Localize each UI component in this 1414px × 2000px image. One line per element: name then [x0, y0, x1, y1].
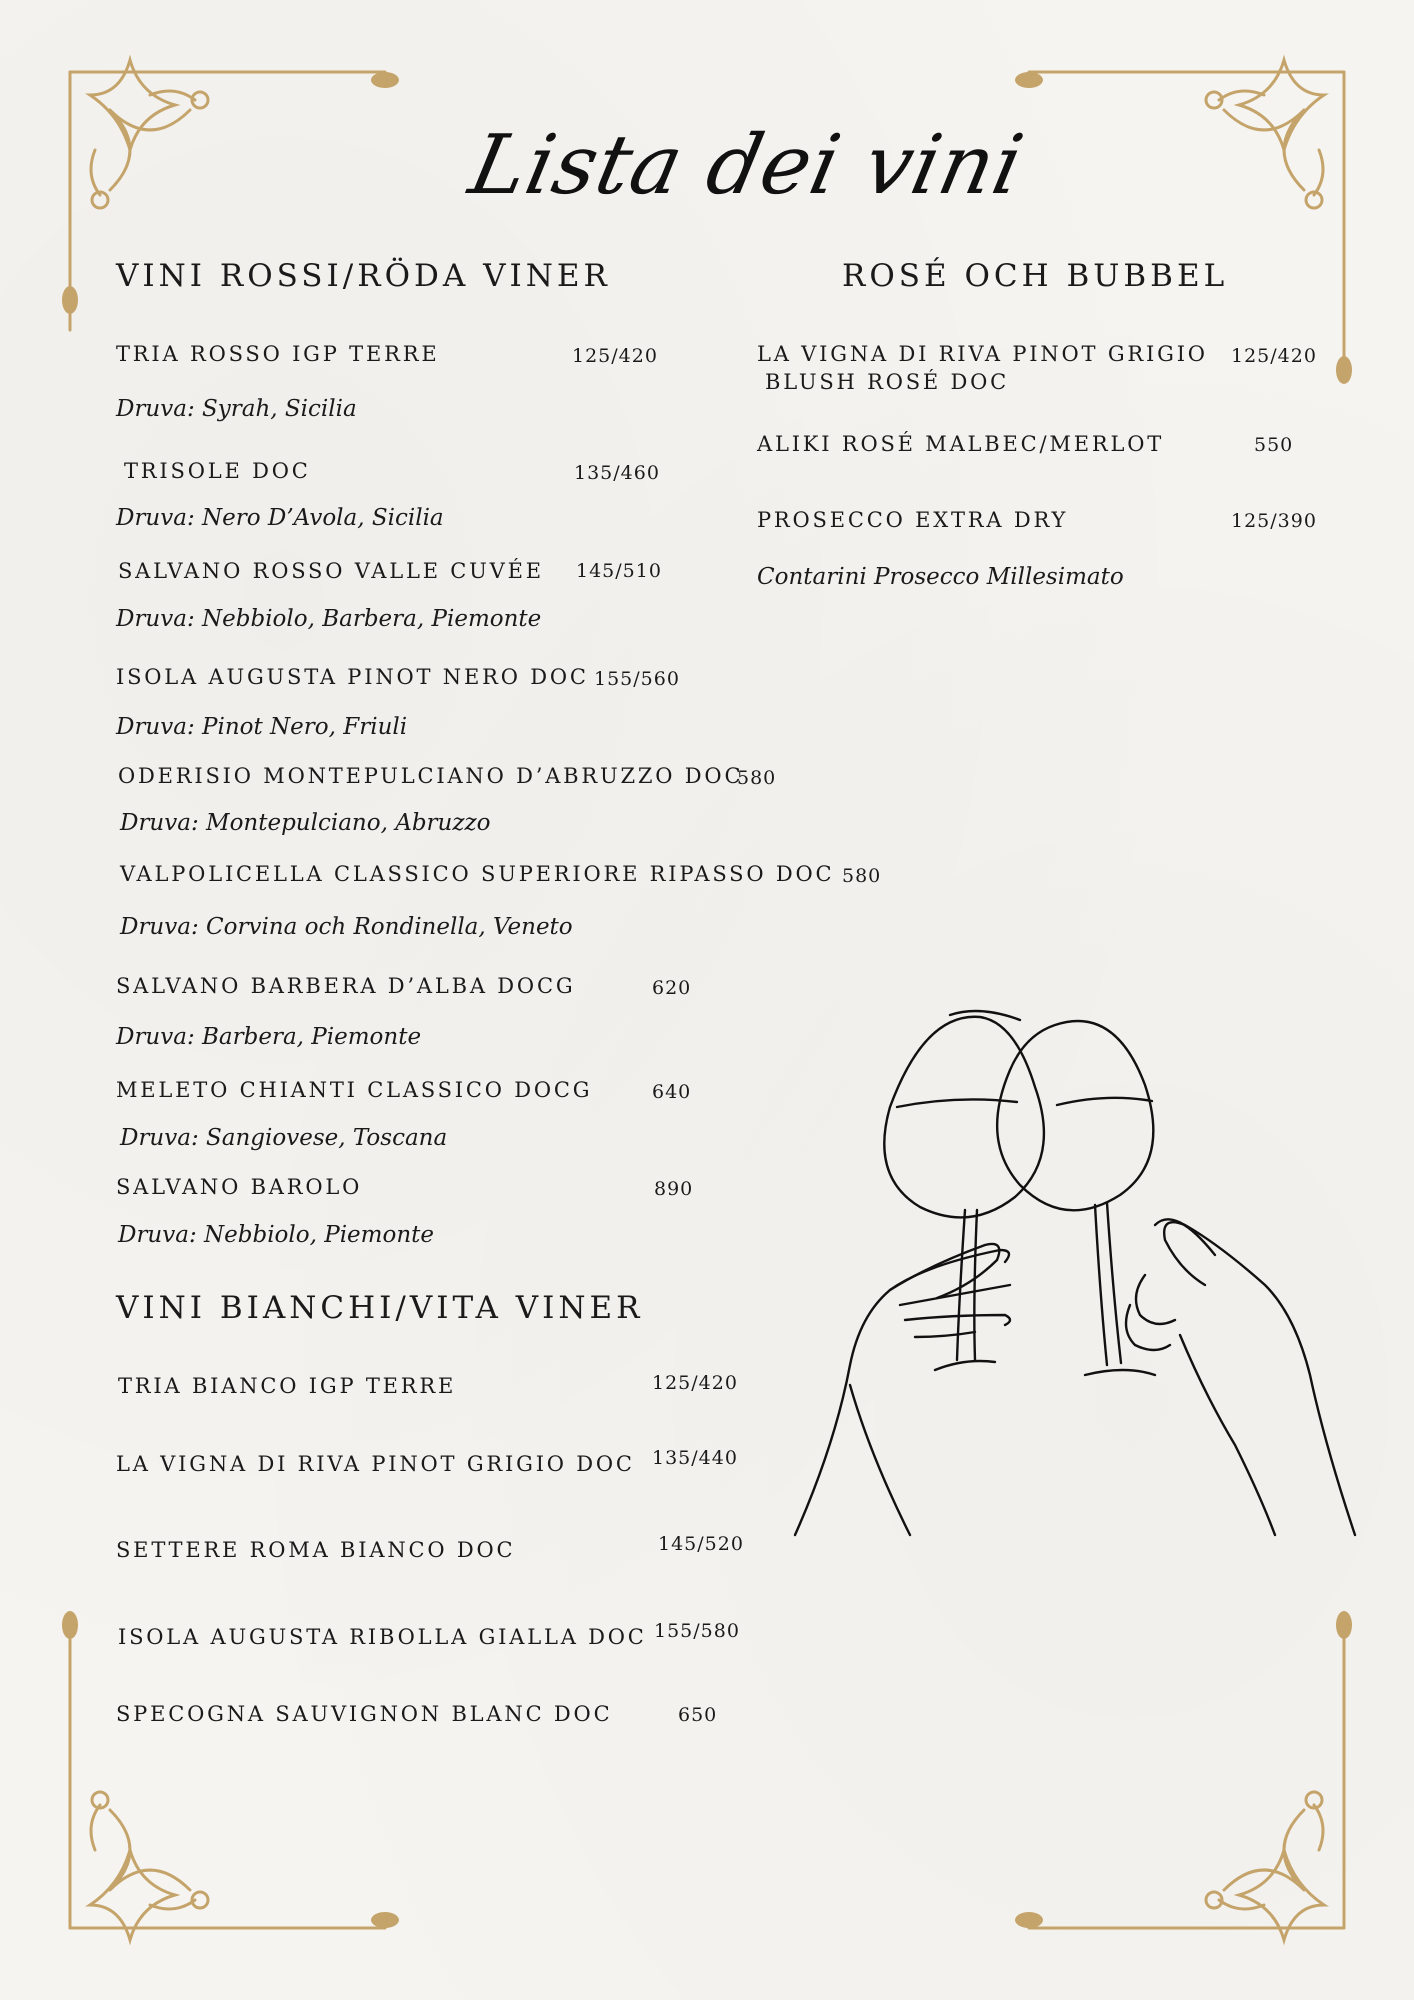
wine-name: MELETO CHIANTI CLASSICO DOCG	[116, 1078, 593, 1102]
white-wines-heading: VINI BIANCHI/VITA VINER	[116, 1290, 644, 1326]
wine-price: 620	[652, 977, 692, 999]
wine-name: TRISOLE DOC	[124, 459, 311, 483]
grape-info: Druva: Sangiovese, Toscana	[120, 1125, 448, 1151]
wine-price: 125/420	[652, 1372, 738, 1394]
grape-info: Druva: Nebbiolo, Barbera, Piemonte	[116, 606, 542, 632]
wine-price: 890	[654, 1178, 694, 1200]
grape-info: Druva: Nebbiolo, Piemonte	[118, 1222, 434, 1248]
wine-price: 125/420	[1231, 345, 1317, 367]
wine-price: 650	[678, 1704, 718, 1726]
wine-name: ALIKI ROSÉ MALBEC/MERLOT	[757, 432, 1165, 456]
rose-bubbel-heading: ROSÉ OCH BUBBEL	[842, 258, 1229, 294]
wine-name: SALVANO BAROLO	[116, 1175, 363, 1199]
grape-info: Druva: Syrah, Sicilia	[116, 396, 357, 422]
wine-name: TRIA BIANCO IGP TERRE	[118, 1374, 457, 1398]
grape-info: Druva: Pinot Nero, Friuli	[116, 714, 408, 740]
wine-price: 580	[842, 865, 882, 887]
grape-info: Druva: Montepulciano, Abruzzo	[120, 810, 491, 836]
wine-price: 125/390	[1231, 510, 1317, 532]
wine-name: ISOLA AUGUSTA RIBOLLA GIALLA DOC	[118, 1625, 647, 1649]
wine-price: 125/420	[572, 345, 658, 367]
wine-name: SALVANO ROSSO VALLE CUVÉE	[118, 559, 544, 583]
wine-name-line-2: BLUSH ROSÉ DOC	[765, 370, 1010, 394]
toasting-glasses-illustration	[785, 1005, 1365, 1565]
wine-name: SETTERE ROMA BIANCO DOC	[116, 1538, 516, 1562]
wine-price: 640	[652, 1081, 692, 1103]
grape-info: Druva: Nero D’Avola, Sicilia	[116, 505, 444, 531]
wine-name: SALVANO BARBERA D’ALBA DOCG	[116, 974, 576, 998]
grape-info: Contarini Prosecco Millesimato	[757, 564, 1124, 590]
wine-name: ODERISIO MONTEPULCIANO D’ABRUZZO DOC	[118, 764, 744, 788]
wine-price: 580	[737, 767, 777, 789]
wine-name: VALPOLICELLA CLASSICO SUPERIORE RIPASSO DOC	[120, 862, 835, 886]
wine-price: 135/440	[652, 1447, 738, 1469]
menu-title: Lista dei vini	[462, 118, 1032, 213]
wine-price: 155/560	[594, 668, 680, 690]
red-wines-heading: VINI ROSSI/RÖDA VINER	[116, 258, 611, 294]
wine-price: 550	[1254, 434, 1294, 456]
grape-info: Druva: Corvina och Rondinella, Veneto	[120, 914, 573, 940]
wine-name: ISOLA AUGUSTA PINOT NERO DOC	[116, 665, 589, 689]
wine-name: SPECOGNA SAUVIGNON BLANC DOC	[116, 1702, 613, 1726]
wine-name	[757, 342, 1208, 394]
wine-price: 135/460	[574, 462, 660, 484]
wine-name-line-1: LA VIGNA DI RIVA PINOT GRIGIO	[757, 342, 1208, 366]
wine-name: TRIA ROSSO IGP TERRE	[116, 342, 440, 366]
wine-name: PROSECCO EXTRA DRY	[757, 508, 1069, 532]
wine-price: 145/510	[576, 560, 662, 582]
wine-price: 155/580	[654, 1620, 740, 1642]
wine-name: LA VIGNA DI RIVA PINOT GRIGIO DOC	[116, 1452, 635, 1476]
grape-info: Druva: Barbera, Piemonte	[116, 1024, 422, 1050]
wine-price: 145/520	[658, 1533, 744, 1555]
